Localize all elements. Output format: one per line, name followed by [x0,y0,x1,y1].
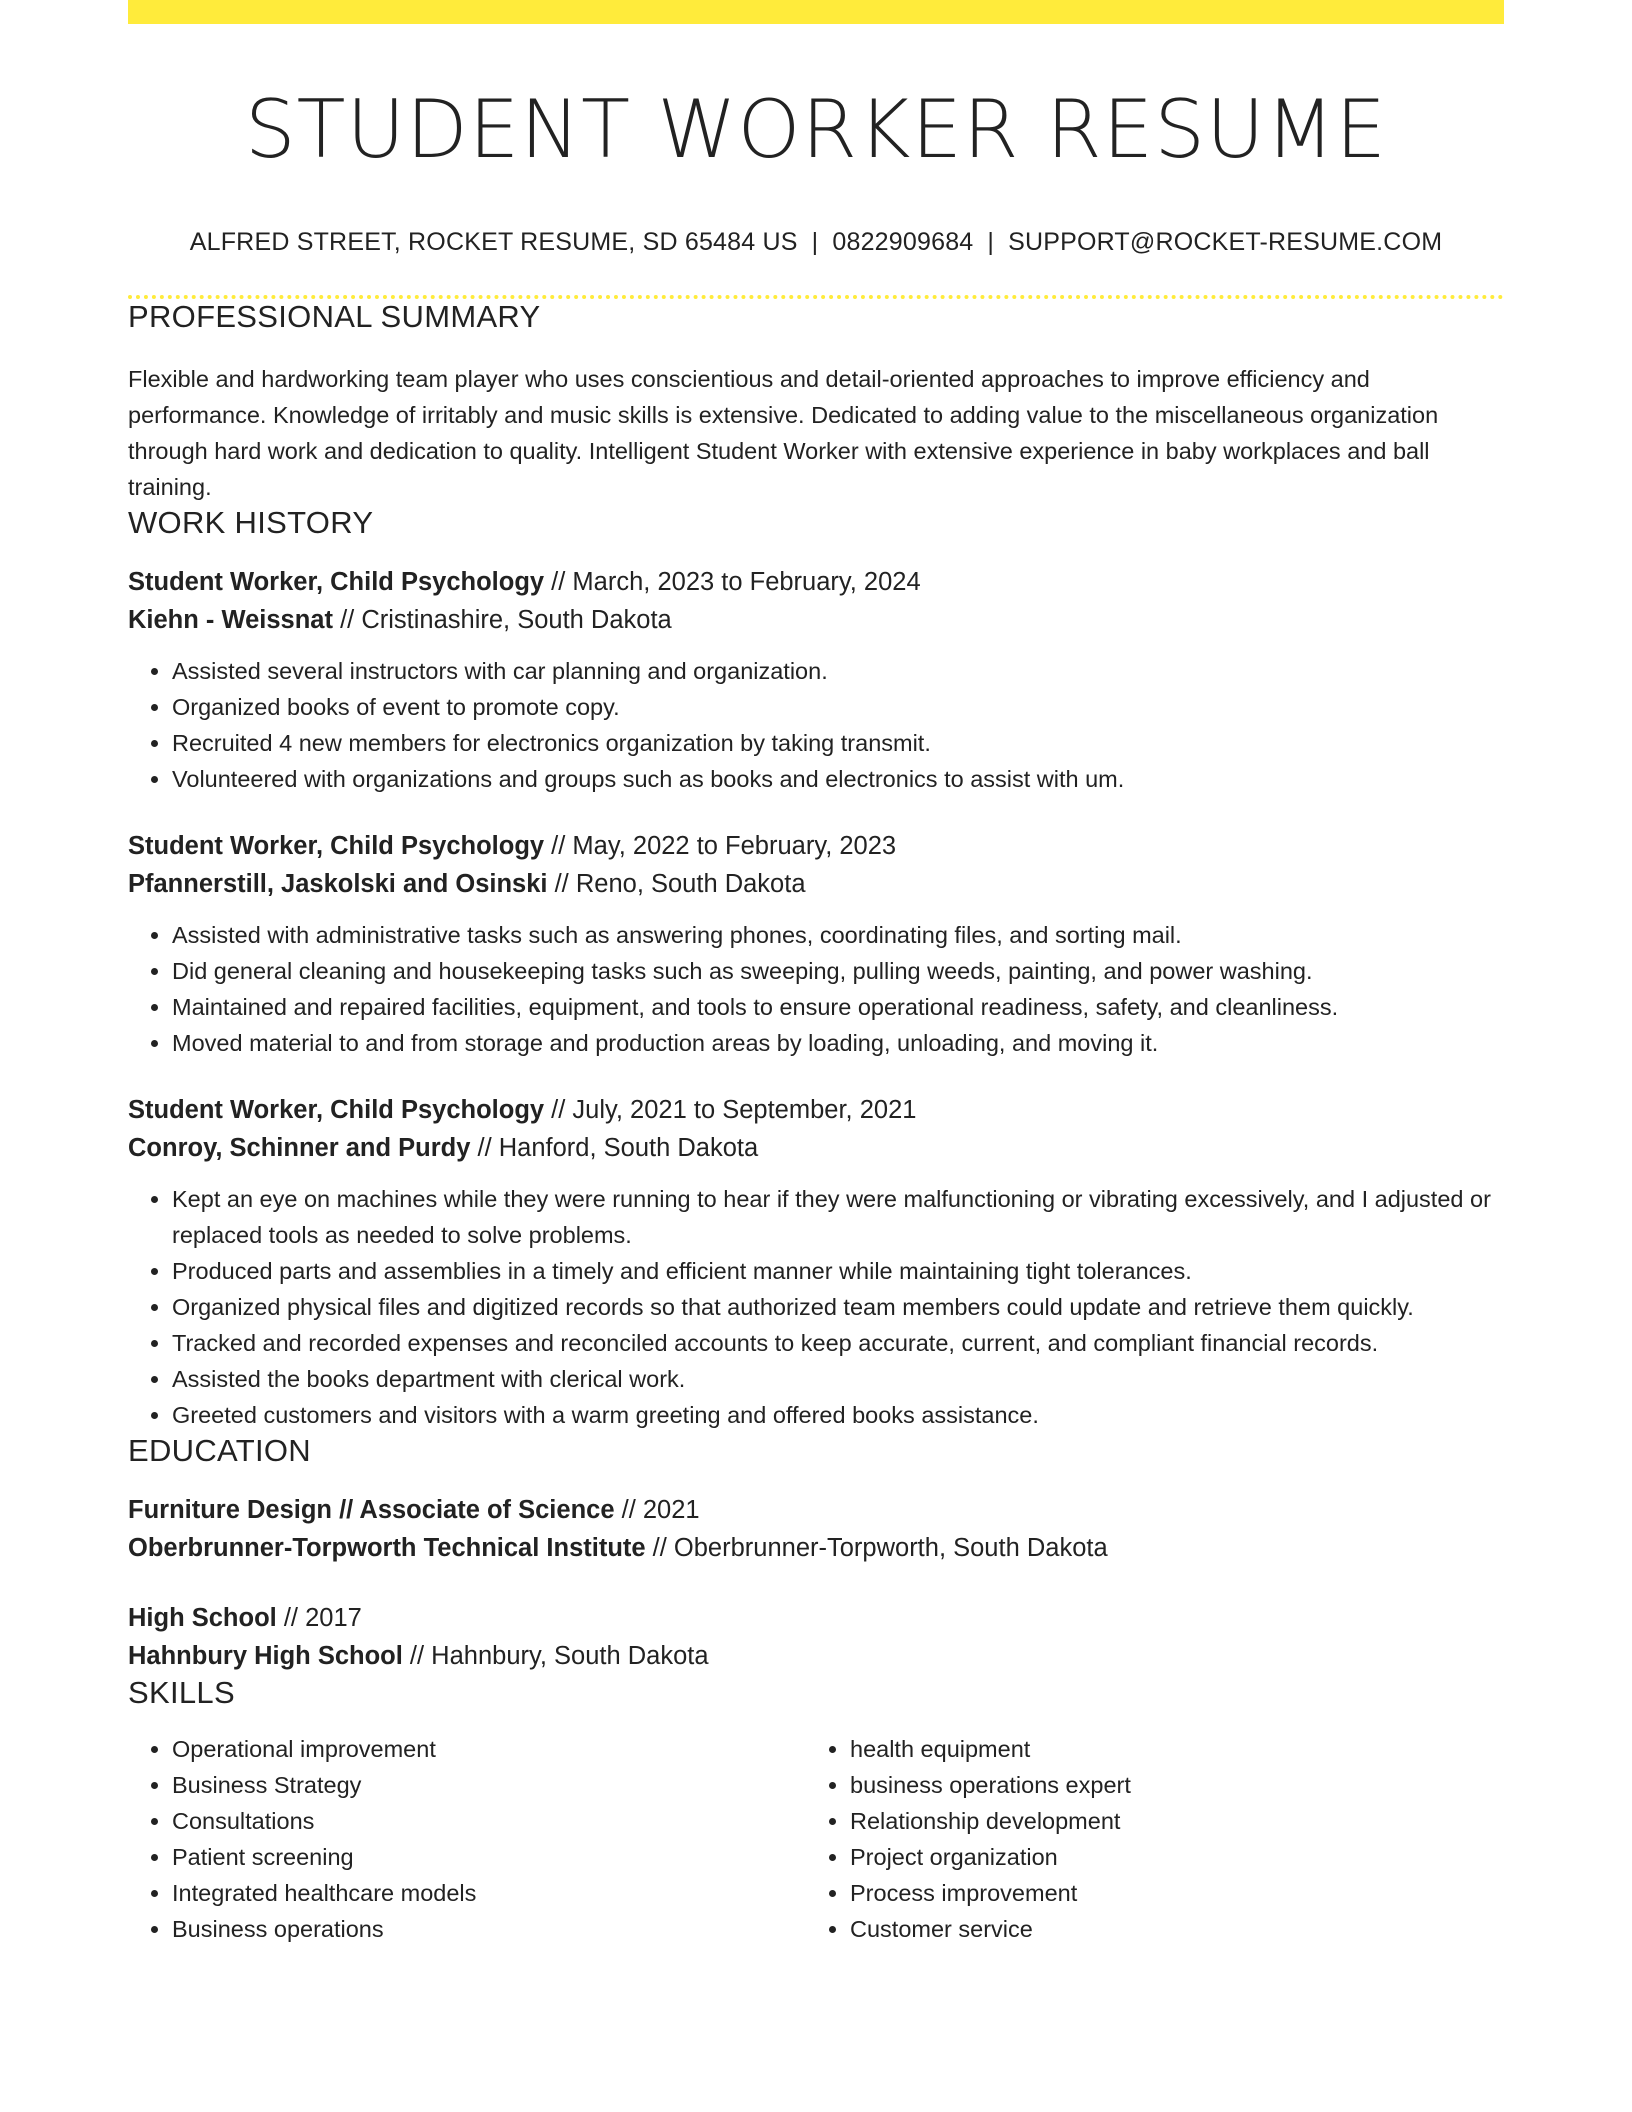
skill-item: • Project organization [850,1839,1484,1875]
education-school-line [128,1637,1504,1675]
job-bullet: • Maintained and repaired facilities, equipment, and tools to ensure operational readiness, safety, and cleanliness. [172,989,1504,1025]
education-school: Oberbrunner-Torpworth Technical Institute [128,1534,646,1562]
skills-heading: SKILLS [128,1675,235,1710]
job-bullet: • Tracked and recorded expenses and reconciled accounts to keep accurate, current, and compliant financial records. [172,1325,1504,1361]
job-title-line [128,827,1504,865]
skill-item: • Process improvement [850,1875,1484,1911]
contact-phone: 0822909684 [832,228,974,256]
job-location: // Cristinashire, South Dakota [332,606,672,634]
skill-item: • business operations expert [850,1767,1484,1803]
education-degree-line [128,1599,1504,1637]
job-bullet: • Produced parts and assemblies in a timely and efficient manner while maintaining tight tolerances. [172,1253,1504,1289]
job-company: Kiehn - Weissnat [128,606,333,634]
skills-list-right [806,1731,1484,1947]
skill-item: • Customer service [850,1911,1484,1947]
job-bullet: • Did general cleaning and housekeeping tasks such as sweeping, pulling weeds, painting, and power washing. [172,953,1504,989]
job-bullet: • Recruited 4 new members for electronics organization by taking transmit. [172,725,1504,761]
job-bullet: • Volunteered with organizations and groups such as books and electronics to assist with um. [172,761,1504,797]
job-company-line [128,601,1504,639]
education-year: // 2021 [614,1496,700,1524]
job-bullet: • Assisted several instructors with car planning and organization. [172,653,1504,689]
job-bullets [128,653,1504,797]
education-location: // Oberbrunner-Torpworth, South Dakota [645,1534,1108,1562]
job-bullet: • Moved material to and from storage and production areas by loading, unloading, and moving it. [172,1025,1504,1061]
job-bullet: • Assisted with administrative tasks such as answering phones, coordinating files, and sorting mail. [172,917,1504,953]
skill-item: • Integrated healthcare models [172,1875,806,1911]
resume-page [128,0,1504,1947]
job-bullets [128,1181,1504,1433]
job-bullet: • Greeted customers and visitors with a warm greeting and offered books assistance. [172,1397,1504,1433]
job-company: Conroy, Schinner and Purdy [128,1134,471,1162]
education-heading: EDUCATION [128,1433,311,1468]
job-company-line [128,1129,1504,1167]
job-title-line [128,563,1504,601]
job-bullet: • Organized physical files and digitized records so that authorized team members could update and retrieve them quickly. [172,1289,1504,1325]
job-company-line [128,865,1504,903]
job-dates: // May, 2022 to February, 2023 [544,832,897,860]
job-location: // Reno, South Dakota [547,870,806,898]
summary-text: Flexible and hardworking team player who uses conscientious and detail-oriented approaches to improve efficiency and performance. Knowledge of irritably and music skills is extensive. Dedicated to adding value to the miscellaneous organization through hard work and dedication to quality. Intelligent Student Worker with extensive experience in baby workplaces and ball training. [128,366,1439,500]
job-title-line [128,1091,1504,1129]
skills-list-left [128,1731,806,1947]
job-bullet: • Assisted the books department with clerical work. [172,1361,1504,1397]
job-location: // Hanford, South Dakota [470,1134,759,1162]
job-dates: // July, 2021 to September, 2021 [544,1096,917,1124]
education-school: Hahnbury High School [128,1642,403,1670]
education-school-line [128,1529,1504,1567]
education-location: // Hahnbury, South Dakota [402,1642,709,1670]
skill-item: • Patient screening [172,1839,806,1875]
skill-item: • Operational improvement [172,1731,806,1767]
job-bullet: • Organized books of event to promote copy. [172,689,1504,725]
resume-title: STUDENT WORKER RESUME [244,83,1388,176]
job-dates: // March, 2023 to February, 2024 [544,568,921,596]
contact-address: ALFRED STREET, ROCKET RESUME, SD 65484 US [189,228,798,256]
contact-separator: | [811,228,819,256]
skill-item: • Business operations [172,1911,806,1947]
education-entry [128,1599,1504,1675]
education-degree-line [128,1491,1504,1529]
education-degree: Furniture Design // Associate of Science [128,1496,615,1524]
education-degree: High School [128,1604,277,1632]
job-company: Pfannerstill, Jaskolski and Osinski [128,870,548,898]
contact-separator: | [987,228,995,256]
job-entry [128,563,1504,797]
education-entry [128,1491,1504,1567]
skill-item: • health equipment [850,1731,1484,1767]
job-entry [128,1091,1504,1433]
job-role: Student Worker, Child Psychology [128,832,545,860]
accent-top-bar [128,0,1504,24]
job-bullets [128,917,1504,1061]
contact-line [128,228,1504,257]
job-role: Student Worker, Child Psychology [128,568,545,596]
summary-heading: PROFESSIONAL SUMMARY [128,299,541,334]
skills-columns [128,1731,1504,1947]
contact-email: SUPPORT@ROCKET-RESUME.COM [1008,228,1443,256]
skill-item: • Business Strategy [172,1767,806,1803]
job-entry [128,827,1504,1061]
work-history-heading: WORK HISTORY [128,505,374,540]
skill-item: • Consultations [172,1803,806,1839]
job-role: Student Worker, Child Psychology [128,1096,545,1124]
job-bullet: • Kept an eye on machines while they were running to hear if they were malfunctioning or vibrating excessively, and I adjusted or replaced tools as needed to solve problems. [172,1181,1504,1253]
skill-item: • Relationship development [850,1803,1484,1839]
education-year: // 2017 [276,1604,362,1632]
